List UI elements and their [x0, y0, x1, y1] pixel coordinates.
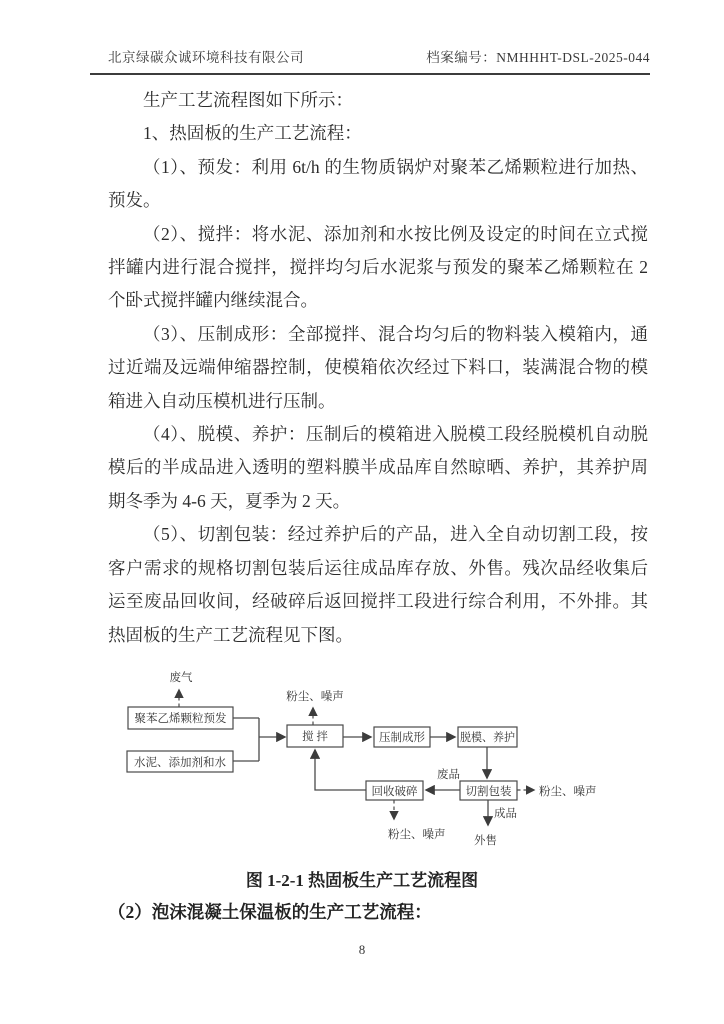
svg-text:聚苯乙烯颗粒预发: 聚苯乙烯颗粒预发	[134, 713, 227, 725]
process-flowchart	[0, 650, 724, 860]
header-company-name: 北京绿碳众诚环境科技有限公司	[108, 50, 304, 65]
arrow-recycling-to-mixing	[315, 750, 366, 790]
flow-box-pressing	[374, 727, 430, 747]
svg-text:切割包装: 切割包装	[465, 786, 512, 798]
label-external-sale: 外售	[474, 835, 497, 847]
label-scrap: 废品	[437, 769, 460, 781]
svg-text:压制成形: 压制成形	[379, 732, 425, 744]
flow-box-pre-expansion	[128, 707, 233, 729]
paragraph-step-3: （3）、压制成形：全部搅拌、混合均匀后的物料装入模箱内，通过近端及远端伸缩器控制，使模箱依次经过下料口，装满混合物的模箱进入自动压模机进行压制。	[108, 323, 648, 411]
paragraph-step-1: （1）、预发：利用 6t/h 的生物质锅炉对聚苯乙烯颗粒进行加热、预发。	[108, 156, 648, 211]
label-dust-noise-mixing: 粉尘、噪声	[286, 691, 344, 703]
paragraph-step-5: （5）、切割包装：经过养护后的产品，进入全自动切割工段，按客户需求的规格切割包装后运往成品库存放、外售。残次品经收集后运至废品回收间，经破碎后返回搅拌工段进行综合利用，不外排。其热固板的生产工艺流程见下图。	[108, 524, 648, 645]
label-dust-noise-cutting: 粉尘、噪声	[539, 786, 597, 798]
label-finished-product: 成品	[494, 808, 517, 820]
paragraph-step-4: （4）、脱模、养护：压制后的模箱进入脱模工段经脱模机自动脱模后的半成品进入透明的塑料膜半成品库自然晾晒、养护，其养护周期冬季为 4-6 天，夏季为 2 天。	[108, 424, 648, 511]
flow-box-mixing	[287, 725, 343, 747]
svg-text:水泥、添加剂和水: 水泥、添加剂和水	[134, 757, 226, 769]
header-doc-number: 档案编号：NMHHHT-DSL-2025-044	[426, 50, 650, 65]
page-header	[90, 46, 650, 75]
page-number: 8	[358, 942, 366, 957]
svg-text:回收破碎: 回收破碎	[371, 786, 418, 798]
label-waste-gas: 废气	[169, 672, 193, 684]
paragraph-section-1: 1、热固板的生产工艺流程：	[143, 123, 362, 144]
flow-box-recycling	[366, 781, 423, 800]
flow-box-cutting	[460, 781, 517, 800]
label-dust-noise-recycling: 粉尘、噪声	[388, 829, 446, 841]
flow-box-demolding	[458, 727, 517, 747]
figure-caption: 图 1-2-1 热固板生产工艺流程图	[245, 871, 479, 890]
next-section-heading: （2）泡沫混凝土保温板的生产工艺流程：	[108, 902, 432, 922]
junction-lines	[233, 718, 259, 761]
svg-text:搅 拌: 搅 拌	[302, 731, 328, 743]
paragraph-step-2: （2）、搅拌：将水泥、添加剂和水按比例及设定的时间在立式搅拌罐内进行混合搅拌，搅拌均匀后水泥浆与预发的聚苯乙烯颗粒在 2 个卧式搅拌罐内继续混合。	[108, 223, 648, 311]
paragraph-intro: 生产工艺流程图如下所示：	[143, 90, 353, 110]
body-text	[108, 84, 648, 652]
flow-box-materials	[127, 751, 233, 772]
svg-text:脱模、养护: 脱模、养护	[460, 732, 518, 744]
